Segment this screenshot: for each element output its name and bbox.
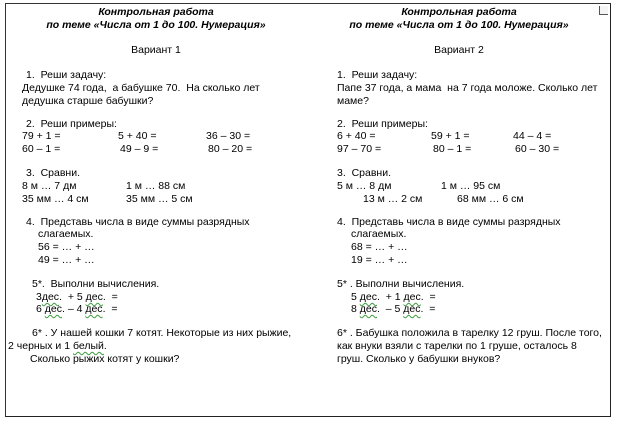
variant-heading: Вариант 1 bbox=[131, 44, 181, 56]
variant-1-column bbox=[6, 4, 306, 416]
task-2-heading: 2. Реши примеры: bbox=[26, 118, 117, 130]
task-3-comparison: 68 мм … 6 см bbox=[457, 193, 524, 205]
task-2-example: 80 – 1 = bbox=[433, 143, 472, 155]
variant-2-column bbox=[309, 4, 609, 416]
task-6-text-line-1: 6* . У нашей кошки 7 котят. Некоторые из них рыжие, bbox=[32, 327, 292, 339]
task-3-comparison: 35 мм … 4 см bbox=[22, 193, 89, 205]
worksheet-page bbox=[5, 3, 611, 417]
task-1-heading: 1. Реши задачу: bbox=[337, 69, 418, 81]
task-3-comparison: 5 м … 8 дм bbox=[337, 180, 392, 192]
task-4-heading: 4. Представь числа в виде суммы разрядных bbox=[337, 216, 561, 228]
task-5-heading: 5* . Выполни вычисления. bbox=[337, 278, 465, 290]
task-3-comparison: 1 м … 95 см bbox=[441, 180, 501, 192]
task-3-comparison: 13 м … 2 см bbox=[363, 193, 423, 205]
task-6-text-line-3: Сколько рыжих котят у кошки? bbox=[30, 353, 180, 365]
task-2-heading: 2. Реши примеры: bbox=[337, 118, 428, 130]
task-2-example: 60 – 1 = bbox=[22, 143, 61, 155]
task-1-text-line-2: дедушка старше бабушки? bbox=[22, 95, 154, 107]
task-2-example: 44 – 4 = bbox=[513, 130, 552, 142]
task-5-heading: 5*. Выполни вычисления. bbox=[32, 278, 160, 290]
task-2-example: 97 – 70 = bbox=[337, 143, 382, 155]
task-1-text-line-1: Папе 37 года, а мама на 7 года моложе. Сколько лет bbox=[337, 82, 598, 94]
task-5-calc-line-2: 6 дес. – 4 дес. = bbox=[36, 303, 118, 315]
task-4-text-line-2: слагаемых. bbox=[351, 228, 407, 240]
task-2-example: 59 + 1 = bbox=[431, 130, 470, 142]
task-2-example: 60 – 30 = bbox=[515, 143, 560, 155]
task-2-example: 36 – 30 = bbox=[206, 130, 251, 142]
task-4-number-line: 68 = … + … bbox=[351, 241, 408, 253]
task-4-number-line: 49 = … + … bbox=[38, 254, 95, 266]
test-title-line-2: по теме «Числа от 1 до 100. Нумерация» bbox=[46, 19, 266, 31]
task-6-text-line-2: 2 черных и 1 белый. bbox=[8, 340, 107, 352]
task-5-calc-line-1: 3дес. + 5 дес. = bbox=[36, 291, 118, 303]
task-2-example: 6 + 40 = bbox=[337, 130, 376, 142]
task-4-text-line-2: слагаемых. bbox=[38, 228, 94, 240]
task-4-heading: 4. Представь числа в виде суммы разрядных bbox=[26, 216, 250, 228]
task-1-text-line-2: маме? bbox=[337, 95, 369, 107]
task-1-heading: 1. Реши задачу: bbox=[26, 69, 107, 81]
task-6-text-line-3: груш. Сколько у бабушки внуков? bbox=[337, 353, 501, 365]
task-2-example: 49 – 9 = bbox=[120, 143, 159, 155]
task-3-heading: 3. Сравни. bbox=[337, 167, 392, 179]
task-3-heading: 3. Сравни. bbox=[26, 167, 81, 179]
task-2-example: 80 – 20 = bbox=[208, 143, 253, 155]
task-3-comparison: 35 мм … 5 см bbox=[126, 193, 193, 205]
task-6-text-line-1: 6* . Бабушка положила в тарелку 12 груш. После того, bbox=[337, 327, 602, 339]
test-title-line-2: по теме «Числа от 1 до 100. Нумерация» bbox=[349, 19, 569, 31]
task-4-number-line: 56 = … + … bbox=[38, 241, 95, 253]
variant-heading: Вариант 2 bbox=[434, 44, 484, 56]
task-1-text-line-1: Дедушке 74 года, а бабушке 70. На сколько лет bbox=[22, 82, 260, 94]
task-2-example: 79 + 1 = bbox=[22, 130, 61, 142]
task-2-example: 5 + 40 = bbox=[118, 130, 157, 142]
task-6-text-line-2: как внуки взяли с тарелки по 1 груше, осталось 8 bbox=[337, 340, 577, 352]
test-title-line-1: Контрольная работа bbox=[98, 6, 214, 18]
task-5-calc-line-1: 5 дес. + 1 дес. = bbox=[351, 291, 436, 303]
task-4-number-line: 19 = … + … bbox=[351, 254, 408, 266]
task-3-comparison: 8 м … 7 дм bbox=[22, 180, 77, 192]
test-title-line-1: Контрольная работа bbox=[401, 6, 517, 18]
task-3-comparison: 1 м … 88 см bbox=[126, 180, 186, 192]
task-5-calc-line-2: 8 дес. – 5 дес. = bbox=[351, 303, 436, 315]
